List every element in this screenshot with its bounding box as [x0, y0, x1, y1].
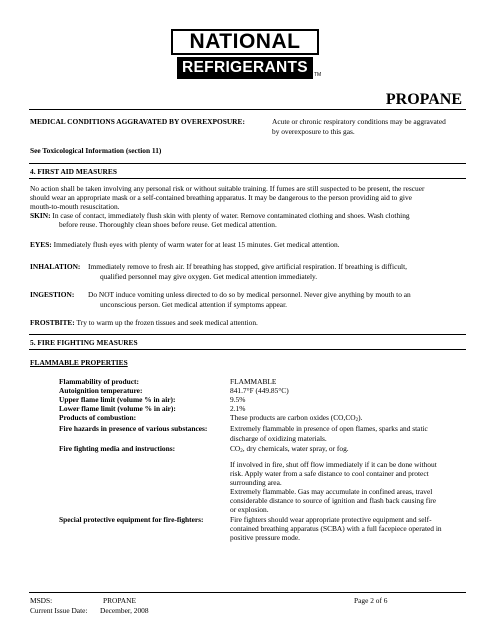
row-value-15: contained breathing apparatus (SCBA) with a full facepiece operated in [230, 524, 442, 533]
section4-heading: 4. FIRST AID MEASURES [30, 167, 117, 176]
row-value-3: 2.1% [230, 404, 246, 413]
eyes-label: EYES: [30, 240, 52, 249]
row-label-14: Special protective equipment for fire-fighters: [59, 515, 204, 524]
row-value-1: 841.7°F (449.85°C) [230, 386, 289, 395]
ingestion-label: INGESTION: [30, 290, 75, 299]
footer-msds-label: MSDS: [30, 596, 53, 605]
firstaid-intro-3: mouth-to-mouth resuscitation. [30, 202, 120, 211]
eyes-text: Immediately flush eyes with plenty of warm water for at least 15 minutes. Get medical attention. [51, 240, 340, 249]
product-title: PROPANE [385, 91, 462, 108]
company-logo [171, 29, 323, 81]
row-label-7: Fire fighting media and instructions: [59, 444, 176, 453]
inhalation-text-1: Immediately remove to fresh air. If breathing has stopped, give artificial respiration. If breathing is difficult, [88, 262, 407, 271]
row-value-7 [230, 444, 349, 457]
row-label-0: Flammability of product: [59, 377, 139, 386]
footer-issue-label: Current Issue Date: [30, 606, 88, 615]
row-value-13: or explosion. [230, 505, 269, 514]
row-value-16: positive pressure mode. [230, 533, 300, 542]
skin-label: SKIN: [30, 211, 51, 220]
media-co2-subscript: 2 [240, 449, 243, 454]
row-label-1: Autoignition temperature: [59, 386, 143, 395]
frostbite-label: FROSTBITE: [30, 318, 75, 327]
row-value-9: risk. Apply water from a safe distance to cool container and protect [230, 469, 429, 478]
flammable-properties-heading: FLAMMABLE PROPERTIES [30, 358, 128, 367]
footer-page-number: Page 2 of 6 [354, 596, 388, 605]
co2-subscript: 2 [355, 418, 359, 423]
row-value-10: surrounding area. [230, 478, 282, 487]
firstaid-intro-1: No action shall be taken involving any personal risk or without suitable training. If fumes are still suspected to be present, the rescuer [30, 184, 425, 193]
medical-label: MEDICAL CONDITIONS AGGRAVATED BY OVEREXPOSURE: [30, 117, 245, 126]
row-value-11: Extremely flammable. Gas may accumulate in confined areas, travel [230, 487, 433, 496]
footer-msds-value: PROPANE [103, 596, 136, 605]
skin-text-2: before reuse. Thoroughly clean shoes before reuse. Get medical attention. [59, 220, 277, 229]
row-label-3: Lower flame limit (volume % in air): [59, 404, 176, 413]
combustion-text: These products are carbon oxides (CO,CO [230, 413, 356, 422]
combustion-tail: ). [358, 413, 363, 422]
medical-text-2: by overexposure to this gas. [272, 127, 355, 136]
logo-line1: NATIONAL [171, 29, 319, 55]
section5-heading: 5. FIRE FIGHTING MEASURES [30, 338, 138, 347]
logo-tm: TM [314, 72, 322, 78]
row-value-2: 9.5% [230, 395, 246, 404]
section5-rule-bottom [29, 349, 466, 350]
frostbite-line [30, 318, 258, 328]
row-value-12: considerable distance to source of ignition and flash back causing fire [230, 496, 437, 505]
tox-reference: See Toxicological Information (section 11) [30, 146, 162, 155]
footer-issue-value: December, 2008 [100, 606, 149, 615]
media-tail: , dry chemicals, water spray, or fog. [242, 444, 349, 453]
row-value-5: Extremely flammable in presence of open flames, sparks and static [230, 424, 428, 433]
ingestion-text-2: unconscious person. Get medical attention if symptoms appear. [100, 300, 287, 309]
inhalation-text-2: qualified personnel may give oxygen. Get medical attention immediately. [100, 272, 318, 281]
media-co2: CO [230, 444, 241, 453]
row-label-5: Fire hazards in presence of various substances: [59, 424, 208, 433]
medical-text-1: Acute or chronic respiratory conditions may be aggravated [272, 117, 446, 126]
row-value-0: FLAMMABLE [230, 377, 277, 386]
row-label-4: Products of combustion: [59, 413, 137, 422]
row-value-14: Fire fighters should wear appropriate protective equipment and self- [230, 515, 432, 524]
section4-rule-bottom [29, 178, 466, 179]
section5-rule-top [29, 334, 466, 335]
firstaid-intro-2: should wear an appropriate mask or a self-contained breathing apparatus. It may be dangerous to the person providing aid to give [30, 193, 412, 202]
logo-line2: REFRIGERANTS [177, 57, 313, 79]
skin-text-1: In case of contact, immediately flush skin with plenty of water. Remove contaminated clothing and shoes. Wash clothing [50, 211, 410, 220]
inhalation-label: INHALATION: [30, 262, 81, 271]
header-rule [29, 109, 466, 110]
ingestion-text-1: Do NOT induce vomiting unless directed to do so by medical personnel. Never give anything by mouth to an [88, 290, 411, 299]
row-value-6: discharge of oxidizing materials. [230, 434, 327, 443]
section4-rule-top [29, 163, 466, 164]
eyes-line [30, 240, 340, 250]
row-value-8: If involved in fire, shut off flow immediately if it can be done without [230, 460, 437, 469]
frostbite-text: Try to warm up the frozen tissues and seek medical attention. [74, 318, 258, 327]
row-label-2: Upper flame limit (volume % in air): [59, 395, 176, 404]
footer-rule [29, 592, 466, 593]
